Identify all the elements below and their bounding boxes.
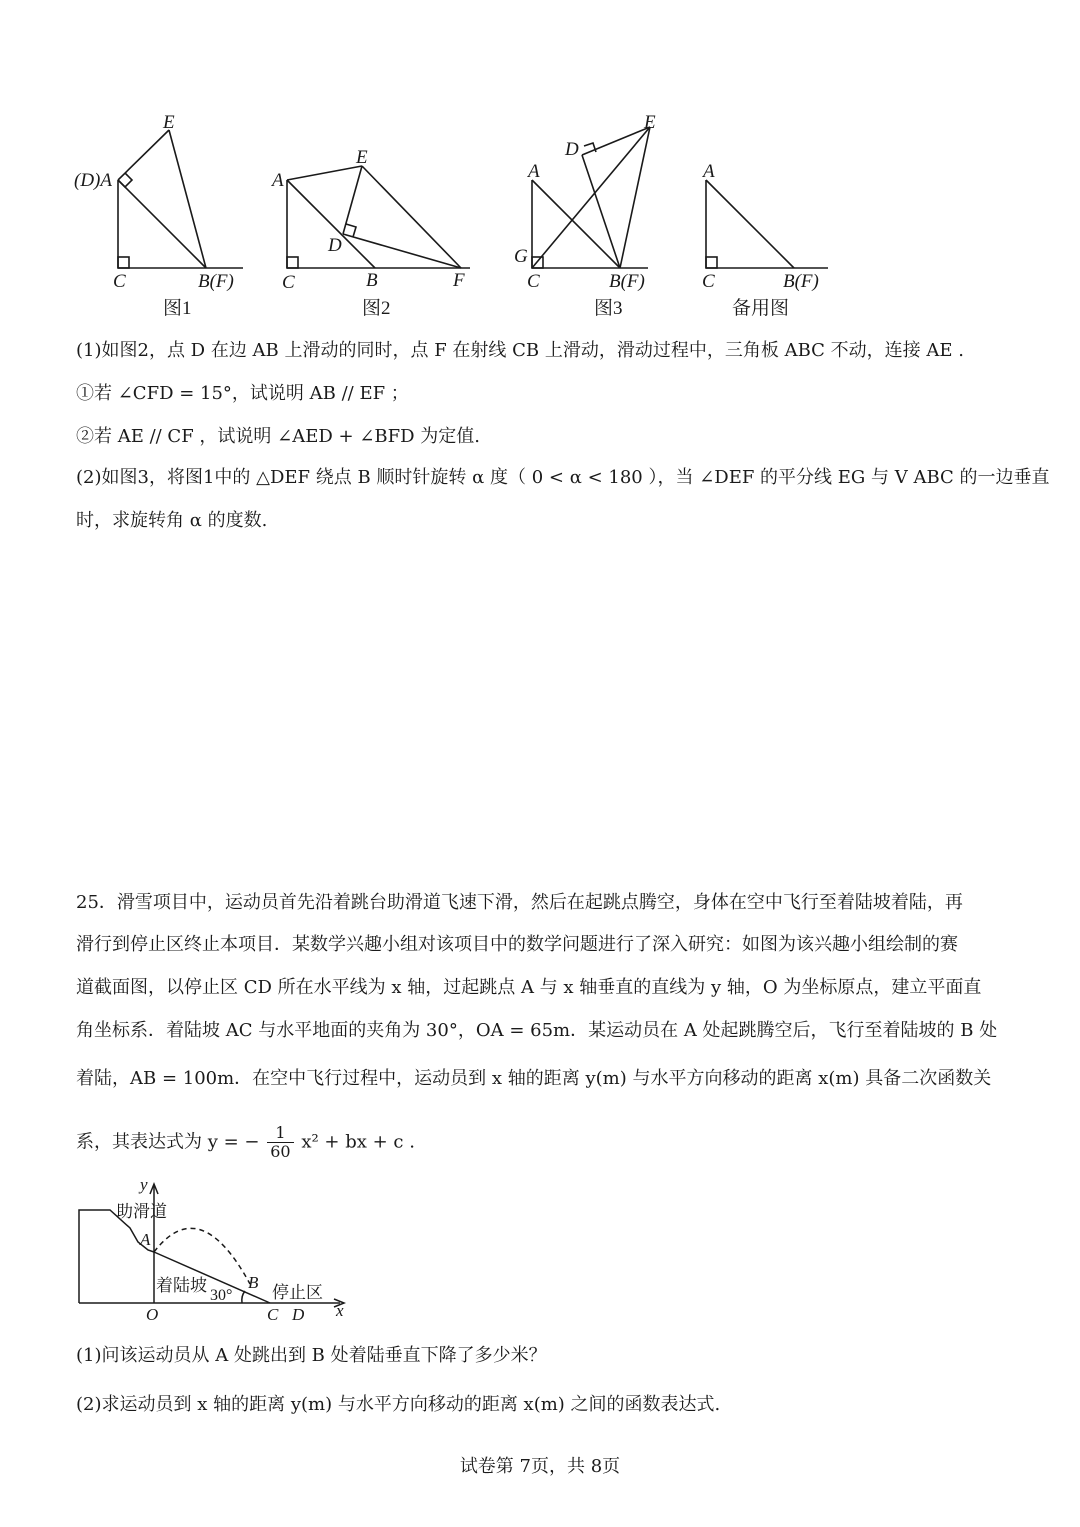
ski-label-ramp: 助滑道: [116, 1202, 167, 1221]
q24-item1: ①若 ∠CFD = 15°，试说明 AB // EF ；: [76, 383, 409, 404]
q25-line1: 25．滑雪项目中，运动员首先沿着跳台助滑道飞速下滑，然后在起跳点腾空，身体在空中飞行至着陆坡着陆，再: [76, 892, 963, 913]
fig1-label-DA: (D)A: [74, 170, 112, 191]
ski-label-angle: 30°: [210, 1287, 233, 1304]
fig1-label-C: C: [113, 271, 126, 292]
fig3-label-BF: B(F): [609, 271, 645, 292]
ski-label-x: x: [336, 1301, 344, 1320]
q25-line2: 滑行到停止区终止本项目．某数学兴趣小组对该项目中的数学问题进行了深入研究：如图为该兴趣小组绘制的赛: [76, 934, 958, 955]
q24-part2-line2: 时，求旋转角 α 的度数.: [76, 510, 268, 531]
figure-4: [706, 180, 828, 268]
fig2-label-C: C: [282, 272, 295, 293]
fig3-label-A: A: [528, 161, 540, 182]
fig1-label-BF: B(F): [198, 271, 234, 292]
figure-1: [118, 130, 243, 268]
fig2-label-F: F: [453, 270, 465, 291]
fig2-label-B: B: [366, 270, 378, 291]
fig2-caption: 图2: [362, 298, 391, 319]
fig2-label-D: D: [328, 235, 342, 256]
ski-label-D: D: [292, 1305, 305, 1322]
q25-frac-den: 60: [270, 1142, 291, 1161]
fig3-label-D: D: [565, 139, 579, 160]
fig4-label-C: C: [702, 271, 715, 292]
fig3-label-G: G: [514, 246, 528, 267]
q25-fraction: [267, 1124, 293, 1161]
fig1-label-E: E: [163, 112, 175, 133]
fig3-label-E: E: [644, 112, 656, 133]
fig2-label-A: A: [272, 170, 284, 191]
q25-line3: 道截面图，以停止区 CD 所在水平线为 x 轴，过起跳点 A 与 x 轴垂直的直线为 y 轴，O 为坐标原点，建立平面直: [76, 977, 982, 998]
fig1-caption: 图1: [163, 298, 192, 319]
q25-line4: 角坐标系．着陆坡 AC 与水平地面的夹角为 30°，OA = 65m．某运动员在 A 处起跳腾空后，飞行至着陆坡的 B 处: [76, 1020, 998, 1041]
page-footer: 试卷第 7页，共 8页: [459, 1456, 621, 1477]
q24-part2-line1: (2)如图3，将图1中的 △DEF 绕点 B 顺时针旋转 α 度（ 0 < α < 180 ），当 ∠DEF 的平分线 EG 与 V ABC 的一边垂直: [76, 467, 1050, 488]
fig4-label-A: A: [703, 161, 715, 182]
fig4-caption: 备用图: [732, 298, 790, 319]
q24-item2: ②若 AE // CF ，试说明 ∠AED + ∠BFD 为定值.: [76, 426, 480, 447]
q25-line6-prefix: 系，其表达式为 y = −: [76, 1131, 260, 1153]
ski-label-B: B: [248, 1273, 259, 1292]
q25-line5: 着陆，AB = 100m．在空中飞行过程中，运动员到 x 轴的距离 y(m) 与水平方向移动的距离 x(m) 具备二次函数关: [76, 1068, 992, 1089]
q25-line6-suffix: x² + bx + c .: [301, 1131, 415, 1153]
ski-label-y: y: [140, 1175, 148, 1194]
ski-label-slope: 着陆坡: [156, 1276, 207, 1295]
q24-part1: (1)如图2，点 D 在边 AB 上滑动的同时，点 F 在射线 CB 上滑动，滑动过程中，三角板 ABC 不动，连接 AE .: [76, 340, 964, 361]
ski-label-stop: 停止区: [272, 1283, 323, 1302]
geometry-figures: [0, 100, 1080, 330]
fig4-label-BF: B(F): [783, 271, 819, 292]
fig3-label-C: C: [527, 271, 540, 292]
fig2-label-E: E: [356, 147, 368, 168]
figure-2: [287, 166, 470, 268]
q25-line6: [76, 1124, 415, 1161]
figure-3: [532, 127, 650, 268]
ski-course-figure: [70, 1172, 360, 1322]
fig3-caption: 图3: [594, 298, 623, 319]
q25-sub2: (2)求运动员到 x 轴的距离 y(m) 与水平方向移动的距离 x(m) 之间的函数表达式.: [76, 1394, 721, 1415]
terrain-outline: [79, 1210, 154, 1303]
ski-label-C: C: [267, 1305, 279, 1322]
ski-label-A: A: [140, 1230, 151, 1249]
q25-frac-num: 1: [267, 1124, 293, 1143]
q25-sub1: (1)问该运动员从 A 处跳出到 B 处着陆垂直下降了多少米？: [76, 1345, 547, 1366]
ski-label-O: O: [146, 1305, 159, 1322]
